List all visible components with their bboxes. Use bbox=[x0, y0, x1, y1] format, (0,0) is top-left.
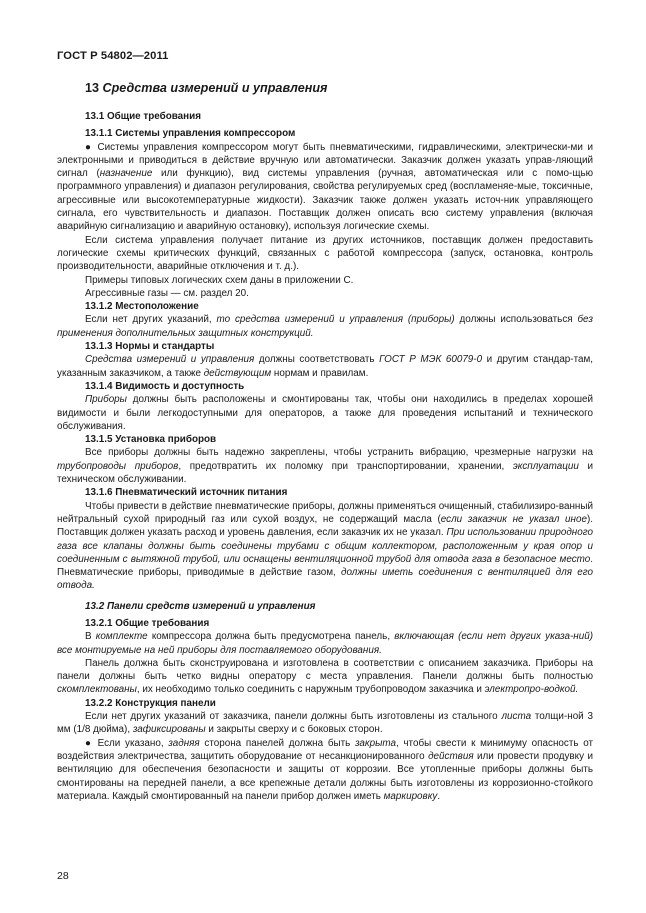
text-run-italic: назначение bbox=[99, 168, 153, 180]
text-run: . Пневматические приборы, приводимые в действие газом, bbox=[57, 553, 593, 579]
text-run: Панель должна быть сконструирована и изготовлена в соответствии с описанием заказчика. Приборы на панели должны быть четко видны оператору с места управления. Панели должны быть полностью bbox=[57, 657, 593, 683]
clause-13-1-5-para-1 bbox=[57, 446, 593, 486]
text-run-italic: если заказчик не указал иное bbox=[440, 513, 587, 525]
text-run-italic: действующим bbox=[203, 367, 272, 379]
clause-13-1-1-para-4: Агрессивные газы — см. раздел 20. bbox=[85, 287, 249, 299]
clause-13-2-1-title: 13.2.1 Общие требования bbox=[85, 617, 210, 629]
text-run-italic: электропро-водкой. bbox=[484, 684, 579, 696]
clause-13-1-1-para-2: Если система управления получает питание из других источников, поставщик должен предоставить логические схемы критических функций, связанных с работой компрессора (запуск, остановка, контроль производительности, аварийные отключения и т. д.). bbox=[57, 234, 593, 273]
text-run: . bbox=[437, 790, 441, 802]
clause-13-1-6-title: 13.1.6 Пневматический источник питания bbox=[85, 487, 288, 499]
text-run: , предотвратить их поломку при транспортировании, хранении, bbox=[178, 460, 513, 472]
clause-13-1-6-para-1 bbox=[57, 500, 593, 593]
text-run: должны соответствовать bbox=[254, 354, 380, 366]
text-run: должны использоваться bbox=[454, 314, 578, 326]
clause-13-1-4-title: 13.1.4 Видимость и доступность bbox=[85, 380, 245, 392]
text-run-italic: то средства измерений и управления (приборы) bbox=[216, 314, 455, 326]
clause-13-2-2-para-2 bbox=[57, 737, 593, 803]
clause-13-1-1-title: 13.1.1 Системы управления компрессором bbox=[85, 128, 296, 140]
clause-13-2-2-para-1 bbox=[57, 710, 593, 737]
clause-13-1-1-para-1 bbox=[57, 141, 593, 234]
text-run: и техническом обслуживании. bbox=[57, 460, 593, 486]
text-run-italic: скомплектованы bbox=[57, 684, 137, 696]
text-run-italic: маркировку bbox=[383, 790, 438, 802]
text-run: должны быть расположены и смонтированы так, чтобы они находились в пределах хорошей видимости и были легкодоступными для операторов, а также для проведения испытаний и технического обслуживания. bbox=[57, 394, 593, 432]
text-run-italic: трубопроводы приборов bbox=[57, 460, 179, 472]
text-run: компрессора должна быть предусмотрена панель, bbox=[147, 631, 395, 643]
clause-13-2-2-title: 13.2.2 Конструкция панели bbox=[85, 697, 216, 709]
page-number: 28 bbox=[57, 870, 69, 882]
text-run: Если нет других указаний от заказчика, панели должны быть изготовлены из стального bbox=[85, 711, 502, 723]
text-run-italic: Приборы bbox=[85, 394, 127, 406]
text-run: или провести продувку и вентиляцию для обеспечения безопасности и защиты от коррозии. Все утопленные приборы должны быть смонтированы на передней панели, а все крепежные детали должны быть изготовлены из коррозионно-стойкого материала. Каждый смонтированный на панели прибор должен иметь bbox=[57, 750, 593, 802]
text-run: Чтобы привести в действие пневматические приборы, должны применяться очищенный, стабилизиро-ванный нейтральный сухой природный газ или сухой воздух, не содержащий масла ( bbox=[57, 500, 593, 525]
text-run-italic: комплекте bbox=[95, 631, 148, 643]
subsection-13-2-title-text: 13.2 Панели средств измерений и управления bbox=[85, 600, 316, 612]
text-run-italic: задняя bbox=[168, 737, 200, 749]
document-header: ГОСТ Р 54802—2011 bbox=[57, 50, 169, 62]
text-run: ● Если указано, bbox=[85, 737, 169, 749]
clause-13-1-5-title: 13.1.5 Установка приборов bbox=[85, 434, 217, 446]
section-heading bbox=[57, 80, 593, 96]
clause-13-1-4-para-1 bbox=[57, 393, 593, 433]
text-run: , чтобы свести к минимуму опасность от воздействия электричества, защитить оборудование от несанкционированного bbox=[57, 737, 593, 762]
text-run: ● Системы управления компрессором могут быть пневматическими, гидравлическими, электрически-ми и электронными и приводиться в действие вручную или автоматически. Заказчик должен указать управ-ляющий сигнал ( bbox=[57, 141, 593, 180]
text-run-italic: листа bbox=[501, 711, 532, 723]
text-run: В bbox=[85, 631, 96, 643]
text-run-italic: ГОСТ Р МЭК 60079-0 bbox=[379, 354, 483, 366]
text-run-italic: действия bbox=[428, 750, 474, 762]
text-run-italic: без применения дополнительных защитных конструкций. bbox=[57, 314, 593, 339]
document-body bbox=[57, 80, 593, 803]
clause-13-2-1-para-2 bbox=[57, 657, 593, 697]
text-run: , их необходимо только соединить с наружным трубопроводом заказчика и bbox=[136, 684, 485, 696]
text-run: и закрыты сверху и с боковых сторон. bbox=[205, 724, 383, 736]
clause-13-1-2-title: 13.1.2 Местоположение bbox=[85, 301, 199, 313]
clause-13-2-1-para-1 bbox=[57, 630, 593, 657]
section-number: 13 bbox=[85, 81, 100, 95]
text-run: Если нет других указаний, bbox=[85, 314, 217, 326]
text-run-italic: эксплуатации bbox=[512, 460, 579, 472]
subsection-13-1-title: 13.1 Общие требования bbox=[85, 111, 201, 122]
text-run-italic: Средства измерений и управления bbox=[85, 354, 255, 366]
clause-13-1-3-para-1 bbox=[57, 353, 593, 380]
clause-13-1-2-para-1 bbox=[57, 313, 593, 340]
text-run: толщи-ной 3 мм (1/8 дюйма), bbox=[57, 711, 593, 736]
text-run-italic: закрыта bbox=[354, 737, 396, 749]
subsection-13-2-title bbox=[57, 600, 593, 613]
text-run-italic: зафиксированы bbox=[132, 724, 206, 736]
clause-13-1-3-title: 13.1.3 Нормы и стандарты bbox=[85, 341, 215, 353]
text-run: Все приборы должны быть надежно закреплены, чтобы устранить вибрацию, чрезмерные нагрузки на bbox=[85, 447, 593, 459]
text-run-italic: При использовании природного газа все клапаны должны быть соединены трубами с общим коллектором, расположенным у края опор и соединенным с вытяжной трубой, или оснащены вентиляционной трубой для отвода газа в безопасное место bbox=[57, 527, 593, 565]
text-run-italic: должны иметь соединения с вентиляцией для его отвода. bbox=[57, 567, 593, 592]
clause-13-1-1-para-3: Примеры типовых логических схем даны в приложении С. bbox=[85, 274, 354, 286]
text-run: и другим стандар-там, указанным заказчиком, а также bbox=[57, 354, 594, 379]
text-run-italic: включающая (если нет других указа-ний) все монтируемые на ней приборы для поставляемого оборудования. bbox=[57, 631, 593, 656]
text-run: или функцию), вид системы управления (ручная, автоматическая или с помо-щью программного управления) и диапазон регулирования, свойства регулируемых сред (воспламеняе-мые, токсичные, агрессивные или высокотемпературные жидкости). Заказчик также должен указать источ-ник управляющего сигнала, его чувствительность и диапазон. Поставщик должен описать всю систему управления (включая аварийную сигнализацию и аварийную остановку), используя логические схемы. bbox=[57, 168, 594, 233]
text-run: ). Поставщик должен указать расход и уровень давления, если заказчик их не указал. bbox=[57, 513, 593, 539]
text-run: сторона панелей должна быть bbox=[199, 737, 355, 749]
text-run: нормам и правилам. bbox=[271, 367, 369, 379]
section-title: Средства измерений и управления bbox=[102, 81, 328, 95]
